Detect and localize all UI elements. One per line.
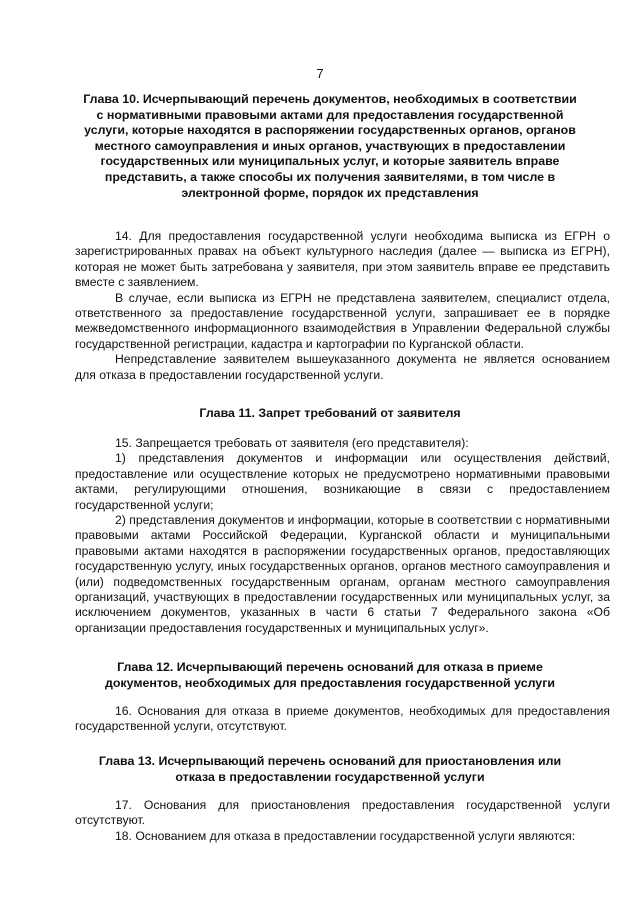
paragraph-15: 15. Запрещается требовать от заявителя (его представителя): [115, 436, 469, 450]
paragraph-18: 18. Основанием для отказа в предоставлении государственной услуги являются: [115, 828, 576, 843]
chapter-12-heading: Глава 12. Исчерпывающий перечень оснований для отказа в приеме документов, необходимых для предоставления государственной услуги [105, 660, 555, 690]
page-number: 7 [316, 66, 324, 81]
chapter-13-body [75, 798, 610, 844]
paragraph-15-item-2: 2) представления документов и информации, которые в соответствии с нормативными правовыми актами Российской Федерации, Курганской области и муниципальными правовыми актами находятся в распоряжении государственных органов, предоставляющих государственную услугу, иных государственных органов, органов местного самоуправления и (или) подведомственных государственным органам, органам местного самоуправления организаций, участвующих в предоставлении государственных или муниципальных услуг, за исключением документов, указанных в части 6 статьи 7 Федерального закона «Об организации предоставления государственных и муниципальных услуг». [75, 513, 610, 635]
chapter-10-body [75, 229, 610, 383]
paragraph-17: 17. Основания для приостановления предоставления государственной услуги отсутствуют. [75, 798, 610, 828]
chapter-11-heading: Глава 11. Запрет требований от заявителя [199, 406, 461, 420]
chapter-10-heading: Глава 10. Исчерпывающий перечень документов, необходимых в соответствии с нормативными правовыми актами для предоставления государственной услуги, которые находятся в распоряжении государственных органов, органов местного самоуправления и иных органов, участвующих в предоставлении государственных или муниципальных услуг, и которые заявитель вправе представить, а также способы их получения заявителями, в том числе в электронной форме, порядок их представления [83, 92, 577, 200]
chapter-13-heading: Глава 13. Исчерпывающий перечень оснований для приостановления или отказа в предоставлении государственной услуги [98, 754, 562, 784]
paragraph-16: 16. Основания для отказа в приеме документов, необходимых для предоставления государственной услуги, отсутствуют. [75, 704, 610, 734]
chapter-12-body [75, 704, 610, 735]
paragraph-14: 14. Для предоставления государственной услуги необходима выписка из ЕГРН о зарегистрированных правах на объект культурного наследия (далее — выписка из ЕГРН), которая не может быть затребована у заявителя, при этом заявитель вправе ее представить вместе с заявлением. [75, 229, 610, 290]
paragraph-15-item-1: 1) представления документов и информации или осуществления действий, предоставление или осуществление которых не предусмотрено нормативными правовыми актами, регулирующими отношения, возникающие в связи с предоставлением государственной услуги; [75, 451, 610, 512]
paragraph-14-egrn-request: В случае, если выписка из ЕГРН не представлена заявителем, специалист отдела, ответственного за предоставление государственной услуги, запрашивает ее в порядке межведомственного информационного взаимодействия в Управлении Федеральной службы государственной регистрации, кадастра и картографии по Курганской области. [75, 290, 610, 351]
chapter-11-body [75, 436, 610, 636]
paragraph-14-not-grounds: Непредставление заявителем вышеуказанного документа не является основанием для отказа в предоставлении государственной услуги. [75, 352, 610, 382]
